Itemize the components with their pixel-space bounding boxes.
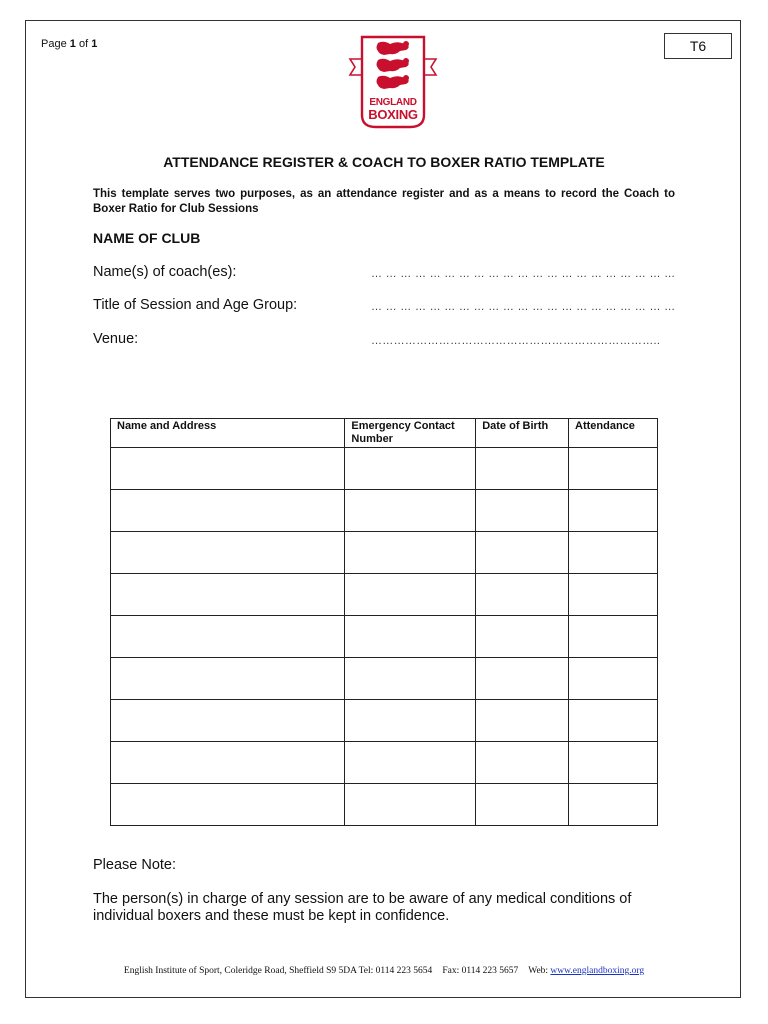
cell-emergency-contact[interactable] [345, 532, 476, 574]
venue-field[interactable]: ………………………………………………………………….. [371, 335, 661, 347]
session-title-label: Title of Session and Age Group: [93, 297, 298, 313]
cell-date-of-birth[interactable] [476, 490, 569, 532]
cell-emergency-contact[interactable] [345, 700, 476, 742]
cell-attendance[interactable] [569, 784, 658, 826]
cell-emergency-contact[interactable] [345, 448, 476, 490]
venue-label: Venue: [93, 331, 139, 347]
cell-emergency-contact[interactable] [345, 658, 476, 700]
footer-fax: Fax: 0114 223 5657 [442, 966, 519, 976]
cell-attendance[interactable] [569, 742, 658, 784]
table-row [111, 784, 658, 826]
club-name-heading: NAME OF CLUB [93, 230, 201, 246]
cell-emergency-contact[interactable] [345, 742, 476, 784]
cell-date-of-birth[interactable] [476, 616, 569, 658]
footer-web-link[interactable]: www.englandboxing.org [550, 966, 645, 976]
cell-attendance[interactable] [569, 574, 658, 616]
cell-name-address[interactable] [111, 742, 345, 784]
table-row [111, 490, 658, 532]
cell-name-address[interactable] [111, 532, 345, 574]
england-boxing-logo [348, 33, 438, 133]
cell-attendance[interactable] [569, 490, 658, 532]
footer-address: English Institute of Sport, Coleridge Road, Sheffield S9 5DA Tel: 0114 223 5654 [123, 966, 433, 976]
cell-date-of-birth[interactable] [476, 700, 569, 742]
cell-date-of-birth[interactable] [476, 448, 569, 490]
cell-name-address[interactable] [111, 490, 345, 532]
table-header-row [111, 419, 658, 448]
cell-name-address[interactable] [111, 700, 345, 742]
logo-text-boxing: BOXING [368, 107, 418, 122]
column-name-address: Name and Address [111, 419, 345, 448]
coach-names-field[interactable]: … … … … … … … … … … … … … … … … … … … … … [371, 268, 676, 280]
column-date-of-birth: Date of Birth [476, 419, 569, 448]
page-indicator: Page 1 of 1 [41, 38, 98, 50]
table-row [111, 532, 658, 574]
cell-emergency-contact[interactable] [345, 616, 476, 658]
note-body: The person(s) in charge of any session are to be aware of any medical conditions of individual boxers and these must be kept in confidence. [93, 891, 632, 924]
cell-date-of-birth[interactable] [476, 574, 569, 616]
coach-names-label: Name(s) of coach(es): [93, 264, 237, 280]
cell-name-address[interactable] [111, 616, 345, 658]
cell-attendance[interactable] [569, 616, 658, 658]
table-row [111, 700, 658, 742]
cell-emergency-contact[interactable] [345, 784, 476, 826]
table-row [111, 616, 658, 658]
document-title: ATTENDANCE REGISTER & COACH TO BOXER RATIO TEMPLATE [163, 154, 605, 170]
session-title-field[interactable]: … … … … … … … … … … … … … … … … … … … … … [371, 301, 676, 313]
note-heading: Please Note: [93, 857, 177, 873]
document-code: T6 [664, 33, 732, 59]
cell-attendance[interactable] [569, 448, 658, 490]
cell-emergency-contact[interactable] [345, 490, 476, 532]
cell-date-of-birth[interactable] [476, 742, 569, 784]
cell-attendance[interactable] [569, 658, 658, 700]
cell-emergency-contact[interactable] [345, 574, 476, 616]
cell-attendance[interactable] [569, 532, 658, 574]
table-row [111, 448, 658, 490]
column-emergency-contact: Emergency Contact Number [345, 419, 476, 448]
cell-name-address[interactable] [111, 574, 345, 616]
table-row [111, 658, 658, 700]
table-row [111, 574, 658, 616]
footer-web-label: Web: [528, 966, 549, 976]
cell-date-of-birth[interactable] [476, 658, 569, 700]
cell-date-of-birth[interactable] [476, 784, 569, 826]
intro-paragraph: This template serves two purposes, as an attendance register and as a means to record the Coach to Boxer Ratio for Club Sessions [93, 188, 675, 215]
cell-date-of-birth[interactable] [476, 532, 569, 574]
column-attendance: Attendance [569, 419, 658, 448]
cell-name-address[interactable] [111, 448, 345, 490]
logo-text-england: ENGLAND [369, 97, 417, 108]
cell-name-address[interactable] [111, 784, 345, 826]
attendance-register-table [110, 418, 658, 826]
cell-attendance[interactable] [569, 700, 658, 742]
cell-name-address[interactable] [111, 658, 345, 700]
footer [0, 966, 768, 976]
table-row [111, 742, 658, 784]
